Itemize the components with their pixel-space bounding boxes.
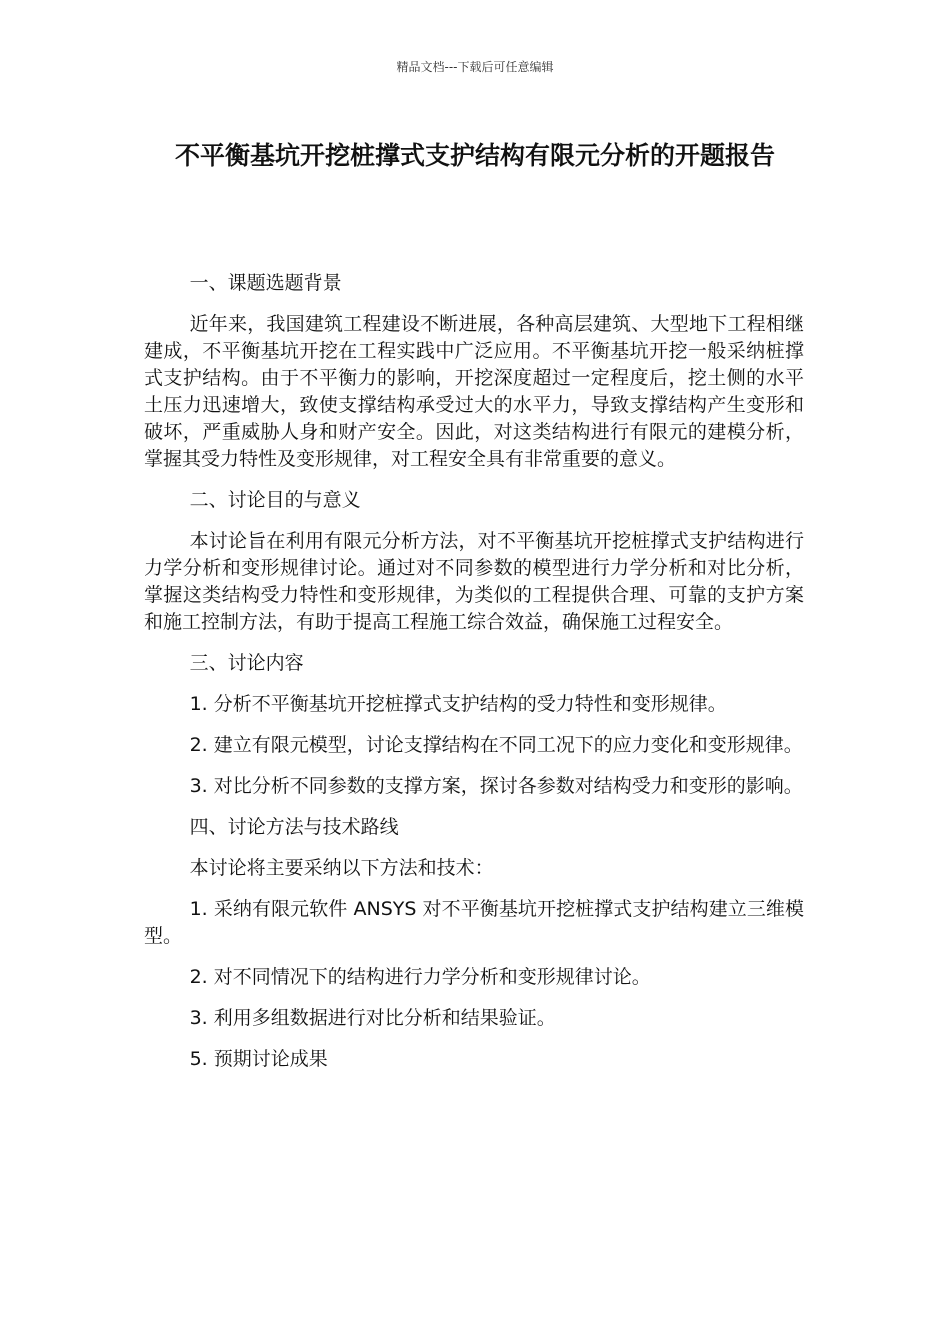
list-item-method-1: 1. 采纳有限元软件 ANSYS 对不平衡基坑开挖桩撑式支护结构建立三维模型。: [144, 898, 804, 947]
list-item-content-2: 2. 建立有限元模型，讨论支撑结构在不同工况下的应力变化和变形规律。: [189, 734, 803, 756]
list-item-content-1: 1. 分析不平衡基坑开挖桩撑式支护结构的受力特性和变形规律。: [189, 693, 727, 715]
list-item-method-2: 2. 对不同情况下的结构进行力学分析和变形规律讨论。: [189, 966, 651, 988]
list-item-method-3: 3. 利用多组数据进行对比分析和结果验证。: [189, 1007, 556, 1029]
paragraph-method-intro: 本讨论将主要采纳以下方法和技术：: [189, 857, 494, 879]
header-note: 精品文档---下载后可任意编辑: [396, 60, 554, 74]
paragraph-background: 近年来，我国建筑工程建设不断进展，各种高层建筑、大型地下工程相继建成，不平衡基坑开挖在工程实践中广泛应用。不平衡基坑开挖一般采纳桩撑式支护结构。由于不平衡力的影响，开挖深度超过一定程度后，挖土侧的水平土压力迅速增大，致使支撑结构承受过大的水平力，导致支撑结构产生变形和破坏，严重威胁人身和财产安全。因此，对这类结构进行有限元的建模分析，掌握其受力特性及变形规律，对工程安全具有非常重要的意义。: [144, 313, 804, 470]
document-title: 不平衡基坑开挖桩撑式支护结构有限元分析的开题报告: [174, 141, 775, 170]
section-heading-purpose: 二、讨论目的与意义: [189, 489, 361, 511]
section-heading-method: 四、讨论方法与技术路线: [189, 816, 399, 838]
document-body: [144, 270, 804, 1087]
paragraph-purpose: 本讨论旨在利用有限元分析方法，对不平衡基坑开挖桩撑式支护结构进行力学分析和变形规律讨论。通过对不同参数的模型进行力学分析和对比分析，掌握这类结构受力特性和变形规律，为类似的工程提供合理、可靠的支护方案和施工控制方法，有助于提高工程施工综合效益，确保施工过程安全。: [144, 530, 804, 633]
list-item-method-5: 5. 预期讨论成果: [189, 1048, 328, 1070]
list-item-content-3: 3. 对比分析不同参数的支撑方案，探讨各参数对结构受力和变形的影响。: [189, 775, 803, 797]
section-heading-background: 一、课题选题背景: [189, 272, 342, 294]
section-heading-content: 三、讨论内容: [189, 652, 304, 674]
